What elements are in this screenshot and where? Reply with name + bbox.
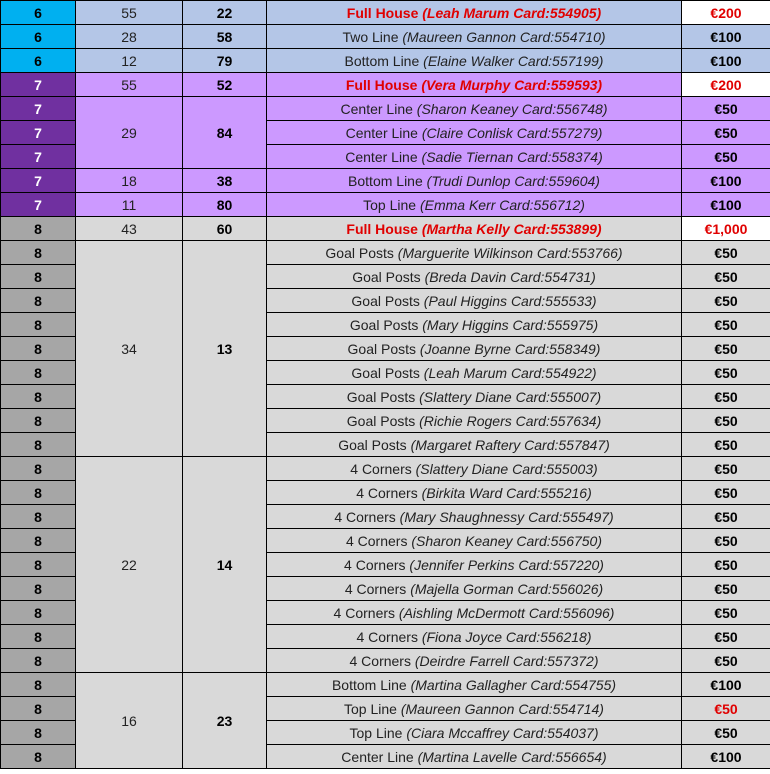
- game-number: 8: [1, 553, 76, 577]
- winner-cell: [267, 385, 682, 409]
- card-info: (Aishling McDermott Card:556096): [398, 604, 615, 621]
- win-type: Bottom Line: [344, 52, 420, 69]
- game-number: 8: [1, 745, 76, 769]
- game-number: 7: [1, 73, 76, 97]
- winner-cell: [267, 241, 682, 265]
- prize-cell: €50: [682, 97, 770, 121]
- prize-cell: €100: [682, 745, 770, 769]
- prize-cell: €50: [682, 361, 770, 385]
- prize-cell: €200: [682, 1, 770, 25]
- winner-cell: [267, 529, 682, 553]
- prize-cell: €50: [682, 529, 770, 553]
- prize-cell: €50: [682, 289, 770, 313]
- game-number: 8: [1, 529, 76, 553]
- win-type: Two Line: [342, 28, 399, 45]
- winner-cell: [267, 145, 682, 169]
- prize-cell: €100: [682, 25, 770, 49]
- prize-cell: €50: [682, 625, 770, 649]
- card-info: (Leah Marum Card:554922): [423, 364, 597, 381]
- win-type: Center Line: [340, 100, 413, 117]
- win-type: Top Line: [349, 724, 403, 741]
- game-number: 7: [1, 145, 76, 169]
- winner-cell: [267, 361, 682, 385]
- prize-cell: €50: [682, 697, 770, 721]
- win-type: Top Line: [363, 196, 417, 213]
- winner-cell: [267, 1, 682, 25]
- win-type: 4 Corners: [344, 556, 406, 573]
- number-cell: 52: [183, 73, 267, 97]
- card-info: (Emma Kerr Card:556712): [419, 196, 585, 213]
- prize-cell: €50: [682, 577, 770, 601]
- game-number: 8: [1, 433, 76, 457]
- winner-cell: [267, 697, 682, 721]
- win-type: Full House: [346, 220, 418, 237]
- game-number: 6: [1, 1, 76, 25]
- winner-cell: [267, 337, 682, 361]
- win-type: Goal Posts: [346, 388, 416, 405]
- number-cell: 23: [183, 673, 267, 769]
- calls-cell: 43: [76, 217, 183, 241]
- card-info: (Marguerite Wilkinson Card:553766): [397, 244, 623, 261]
- table-row: [1, 49, 770, 73]
- table-row: [1, 457, 770, 481]
- win-type: 4 Corners: [333, 604, 396, 621]
- win-type: Full House: [346, 4, 419, 21]
- winner-cell: [267, 121, 682, 145]
- win-type: Center Line: [345, 124, 418, 141]
- card-info: (Maureen Gannon Card:554714): [400, 700, 604, 717]
- winner-cell: [267, 217, 682, 241]
- game-number: 7: [1, 169, 76, 193]
- winner-cell: [267, 505, 682, 529]
- card-info: (Slattery Diane Card:555007): [419, 388, 602, 405]
- card-info: (Fiona Joyce Card:556218): [421, 628, 592, 645]
- prize-cell: €50: [682, 121, 770, 145]
- winner-cell: [267, 313, 682, 337]
- game-number: 8: [1, 649, 76, 673]
- game-number: 6: [1, 49, 76, 73]
- card-info: (Elaine Walker Card:557199): [423, 52, 604, 69]
- card-info: (Majella Gorman Card:556026): [410, 580, 604, 597]
- winner-cell: [267, 289, 682, 313]
- game-number: 7: [1, 97, 76, 121]
- game-number: 8: [1, 721, 76, 745]
- table-row: [1, 73, 770, 97]
- number-cell: 58: [183, 25, 267, 49]
- win-type: Goal Posts: [338, 436, 407, 453]
- card-info: (Mary Higgins Card:555975): [422, 316, 599, 333]
- prize-cell: €200: [682, 73, 770, 97]
- card-info: (Trudi Dunlop Card:559604): [426, 172, 600, 189]
- win-type: 4 Corners: [344, 580, 407, 597]
- game-number: 8: [1, 673, 76, 697]
- win-type: 4 Corners: [334, 508, 396, 525]
- calls-cell: 34: [76, 241, 183, 457]
- card-info: (Joanne Byrne Card:558349): [419, 340, 601, 357]
- win-type: Goal Posts: [346, 412, 416, 429]
- card-info: (Sadie Tiernan Card:558374): [421, 148, 603, 165]
- game-number: 8: [1, 625, 76, 649]
- card-info: (Claire Conlisk Card:557279): [421, 124, 603, 141]
- game-number: 8: [1, 409, 76, 433]
- table-row: [1, 1, 770, 25]
- win-type: Goal Posts: [351, 364, 420, 381]
- game-number: 8: [1, 313, 76, 337]
- number-cell: 80: [183, 193, 267, 217]
- table-row: [1, 25, 770, 49]
- game-number: 7: [1, 193, 76, 217]
- card-info: (Paul Higgins Card:555533): [423, 292, 597, 309]
- win-type: 4 Corners: [356, 484, 418, 501]
- prize-cell: €100: [682, 673, 770, 697]
- win-type: 4 Corners: [349, 652, 411, 669]
- prize-cell: €50: [682, 457, 770, 481]
- winner-cell: [267, 649, 682, 673]
- game-number: 6: [1, 25, 76, 49]
- card-info: (Mary Shaughnessy Card:555497): [399, 508, 614, 525]
- prize-cell: €50: [682, 433, 770, 457]
- game-number: 8: [1, 337, 76, 361]
- card-info: (Deirdre Farrell Card:557372): [414, 652, 599, 669]
- win-type: Top Line: [344, 700, 397, 717]
- winner-cell: [267, 265, 682, 289]
- winner-cell: [267, 433, 682, 457]
- prize-cell: €50: [682, 601, 770, 625]
- table-row: [1, 169, 770, 193]
- prize-cell: €50: [682, 721, 770, 745]
- winner-cell: [267, 721, 682, 745]
- card-info: (Sharon Keaney Card:556748): [416, 100, 608, 117]
- calls-cell: 28: [76, 25, 183, 49]
- card-info: (Jennifer Perkins Card:557220): [409, 556, 604, 573]
- prize-cell: €50: [682, 145, 770, 169]
- prize-cell: €1,000: [682, 217, 770, 241]
- number-cell: 84: [183, 97, 267, 169]
- game-number: 8: [1, 481, 76, 505]
- game-number: 8: [1, 361, 76, 385]
- number-cell: 38: [183, 169, 267, 193]
- prize-cell: €100: [682, 169, 770, 193]
- number-cell: 79: [183, 49, 267, 73]
- card-info: (Sharon Keaney Card:556750): [411, 532, 603, 549]
- card-info: (Martha Kelly Card:553899): [421, 220, 602, 237]
- table-row: [1, 241, 770, 265]
- prize-cell: €50: [682, 481, 770, 505]
- winner-cell: [267, 481, 682, 505]
- card-info: (Maureen Gannon Card:554710): [402, 28, 606, 45]
- win-type: 4 Corners: [356, 628, 418, 645]
- calls-cell: 12: [76, 49, 183, 73]
- card-info: (Richie Rogers Card:557634): [419, 412, 602, 429]
- game-number: 8: [1, 505, 76, 529]
- prize-cell: €50: [682, 505, 770, 529]
- win-type: Goal Posts: [351, 292, 420, 309]
- number-cell: 60: [183, 217, 267, 241]
- number-cell: 14: [183, 457, 267, 673]
- winner-cell: [267, 193, 682, 217]
- prize-cell: €50: [682, 313, 770, 337]
- winner-cell: [267, 601, 682, 625]
- calls-cell: 11: [76, 193, 183, 217]
- card-info: (Birkita Ward Card:555216): [421, 484, 592, 501]
- win-type: Goal Posts: [349, 316, 419, 333]
- card-info: (Ciara Mccaffrey Card:554037): [406, 724, 599, 741]
- table-row: [1, 217, 770, 241]
- prize-cell: €100: [682, 193, 770, 217]
- winner-cell: [267, 49, 682, 73]
- game-number: 8: [1, 385, 76, 409]
- winner-cell: [267, 73, 682, 97]
- calls-cell: 29: [76, 97, 183, 169]
- winner-cell: [267, 169, 682, 193]
- calls-cell: 55: [76, 1, 183, 25]
- game-number: 8: [1, 577, 76, 601]
- win-type: Goal Posts: [347, 340, 417, 357]
- winner-cell: [267, 553, 682, 577]
- win-type: Goal Posts: [325, 244, 394, 261]
- winner-cell: [267, 625, 682, 649]
- prize-cell: €50: [682, 265, 770, 289]
- table-row: [1, 673, 770, 697]
- win-type: Goal Posts: [352, 268, 421, 285]
- calls-cell: 16: [76, 673, 183, 769]
- game-number: 7: [1, 121, 76, 145]
- game-number: 8: [1, 241, 76, 265]
- number-cell: 22: [183, 1, 267, 25]
- prize-cell: €50: [682, 385, 770, 409]
- calls-cell: 55: [76, 73, 183, 97]
- prize-cell: €50: [682, 553, 770, 577]
- winner-cell: [267, 673, 682, 697]
- winner-cell: [267, 97, 682, 121]
- game-number: 8: [1, 217, 76, 241]
- winner-cell: [267, 409, 682, 433]
- table-row: [1, 97, 770, 121]
- prize-cell: €50: [682, 241, 770, 265]
- prize-cell: €100: [682, 49, 770, 73]
- card-info: (Margaret Raftery Card:557847): [410, 436, 610, 453]
- card-info: (Vera Murphy Card:559593): [421, 76, 603, 93]
- win-type: Bottom Line: [331, 676, 407, 693]
- number-cell: 13: [183, 241, 267, 457]
- winner-cell: [267, 457, 682, 481]
- win-type: 4 Corners: [350, 460, 412, 477]
- win-type: Center Line: [345, 148, 418, 165]
- card-info: (Slattery Diane Card:555003): [415, 460, 598, 477]
- calls-cell: 18: [76, 169, 183, 193]
- winner-cell: [267, 577, 682, 601]
- calls-cell: 22: [76, 457, 183, 673]
- win-type: Bottom Line: [348, 172, 423, 189]
- win-type: 4 Corners: [345, 532, 408, 549]
- game-number: 8: [1, 265, 76, 289]
- prize-cell: €50: [682, 409, 770, 433]
- winner-cell: [267, 25, 682, 49]
- card-info: (Breda Davin Card:554731): [424, 268, 596, 285]
- prize-cell: €50: [682, 337, 770, 361]
- win-type: Center Line: [341, 748, 414, 765]
- win-type: Full House: [345, 76, 418, 93]
- card-info: (Martina Gallagher Card:554755): [410, 676, 617, 693]
- game-number: 8: [1, 289, 76, 313]
- game-number: 8: [1, 457, 76, 481]
- card-info: (Martina Lavelle Card:556654): [417, 748, 607, 765]
- card-info: (Leah Marum Card:554905): [422, 4, 602, 21]
- game-number: 8: [1, 697, 76, 721]
- table-row: [1, 193, 770, 217]
- prize-cell: €50: [682, 649, 770, 673]
- game-number: 8: [1, 601, 76, 625]
- winner-cell: [267, 745, 682, 769]
